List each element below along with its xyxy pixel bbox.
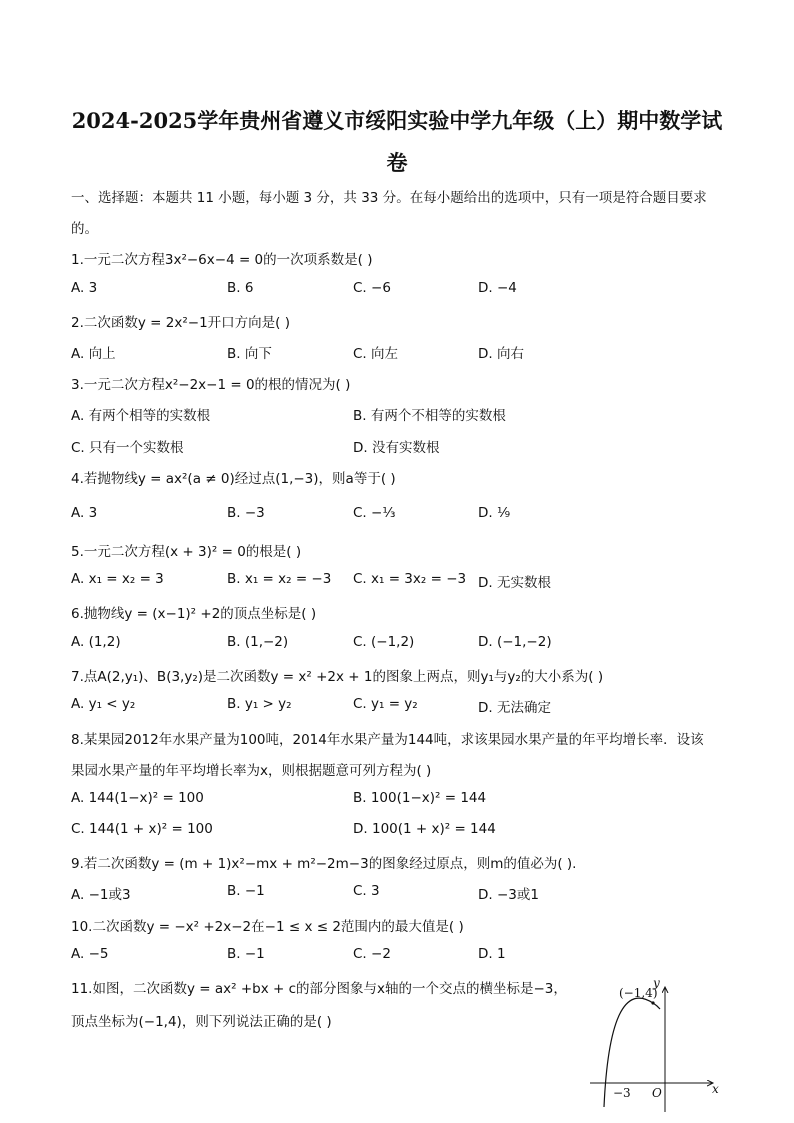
q5-option-a: A. x₁ = x₂ = 3: [71, 571, 164, 587]
vertex-point: [651, 1001, 654, 1004]
q1-option-d: D. −4: [478, 280, 517, 296]
question-11-cont: 顶点坐标为(−1,4)，则下列说法正确的是( ): [71, 1014, 332, 1030]
question-6: 6.抛物线y = (x−1)² +2的顶点坐标是( ): [71, 606, 317, 622]
q3-option-b: B. 有两个不相等的实数根: [353, 408, 506, 424]
question-3: 3.一元二次方程x²−2x−1 = 0的根的情况为( ): [71, 377, 351, 393]
question-8-cont: 果园水果产量的年平均增长率为x，则根据题意可列方程为( ): [71, 763, 432, 779]
q5-option-d: D. 无实数根: [478, 575, 551, 591]
q4-option-c: C. −⅓: [353, 505, 396, 521]
question-8: 8.某果园2012年水果产量为100吨，2014年水果产量为144吨，求该果园水果产量的年平均增长率．设该: [71, 732, 704, 748]
q2-option-d: D. 向右: [478, 346, 524, 362]
q10-option-c: C. −2: [353, 946, 391, 962]
q1-option-c: C. −6: [353, 280, 391, 296]
q7-option-a: A. y₁ < y₂: [71, 696, 136, 712]
x-axis-label: x: [712, 1082, 719, 1096]
question-4: 4.若抛物线y = ax²(a ≠ 0)经过点(1,−3)，则a等于( ): [71, 471, 396, 487]
q7-option-b: B. y₁ > y₂: [227, 696, 292, 712]
q4-option-d: D. ⅑: [478, 505, 511, 521]
parabola-figure: [585, 975, 725, 1115]
q4-option-b: B. −3: [227, 505, 265, 521]
q2-option-b: B. 向下: [227, 346, 272, 362]
q8-option-b: B. 100(1−x)² = 144: [353, 790, 487, 806]
q8-option-a: A. 144(1−x)² = 100: [71, 790, 204, 806]
q2-option-a: A. 向上: [71, 346, 116, 362]
question-7: 7.点A(2,y₁)、B(3,y₂)是二次函数y = x² +2x + 1的图象上两点，则y₁与y₂的大小系为( ): [71, 669, 604, 685]
y-axis-label: y: [653, 976, 660, 990]
section-heading-cont: 的。: [71, 221, 98, 237]
q9-option-c: C. 3: [353, 883, 380, 899]
q8-option-c: C. 144(1 + x)² = 100: [71, 821, 213, 837]
question-1: 1.一元二次方程3x²−6x−4 = 0的一次项系数是( ): [71, 252, 373, 268]
vertex-label: (−1,4): [619, 986, 658, 1000]
q3-option-c: C. 只有一个实数根: [71, 440, 184, 456]
q1-option-a: A. 3: [71, 280, 98, 296]
q5-option-b: B. x₁ = x₂ = −3: [227, 571, 332, 587]
q9-option-a: A. −1或3: [71, 887, 131, 903]
page-title: [70, 100, 724, 184]
q1-option-b: B. 6: [227, 280, 254, 296]
question-9: 9.若二次函数y = (m + 1)x²−mx + m²−2m−3的图象经过原点，则m的值必为( ).: [71, 856, 577, 872]
q10-option-d: D. 1: [478, 946, 506, 962]
title-line-2: 卷: [386, 150, 408, 175]
q5-option-c: C. x₁ = 3x₂ = −3: [353, 571, 467, 587]
q9-option-d: D. −3或1: [478, 887, 539, 903]
q6-option-a: A. (1,2): [71, 634, 121, 650]
q6-option-c: C. (−1,2): [353, 634, 415, 650]
q10-option-a: A. −5: [71, 946, 109, 962]
q3-option-a: A. 有两个相等的实数根: [71, 408, 211, 424]
section-heading: 一、选择题：本题共 11 小题，每小题 3 分，共 33 分。在每小题给出的选项中，只有一项是符合题目要求: [71, 190, 707, 206]
root-label: −3: [613, 1086, 631, 1100]
title-line-1: 2024-2025学年贵州省遵义市绥阳实验中学九年级（上）期中数学试: [71, 108, 723, 133]
q2-option-c: C. 向左: [353, 346, 399, 362]
q4-option-a: A. 3: [71, 505, 98, 521]
q3-option-d: D. 没有实数根: [353, 440, 440, 456]
question-2: 2.二次函数y = 2x²−1开口方向是( ): [71, 315, 290, 331]
origin-label: O: [652, 1086, 662, 1100]
q10-option-b: B. −1: [227, 946, 265, 962]
question-11: 11.如图，二次函数y = ax² +bx + c的部分图象与x轴的一个交点的横坐标是−3，: [71, 981, 567, 997]
q6-option-d: D. (−1,−2): [478, 634, 552, 650]
q7-option-c: C. y₁ = y₂: [353, 696, 418, 712]
question-10: 10.二次函数y = −x² +2x−2在−1 ≤ x ≤ 2范围内的最大值是( ): [71, 919, 464, 935]
q8-option-d: D. 100(1 + x)² = 144: [353, 821, 496, 837]
q9-option-b: B. −1: [227, 883, 265, 899]
q7-option-d: D. 无法确定: [478, 700, 551, 716]
question-5: 5.一元二次方程(x + 3)² = 0的根是( ): [71, 544, 302, 560]
q6-option-b: B. (1,−2): [227, 634, 289, 650]
